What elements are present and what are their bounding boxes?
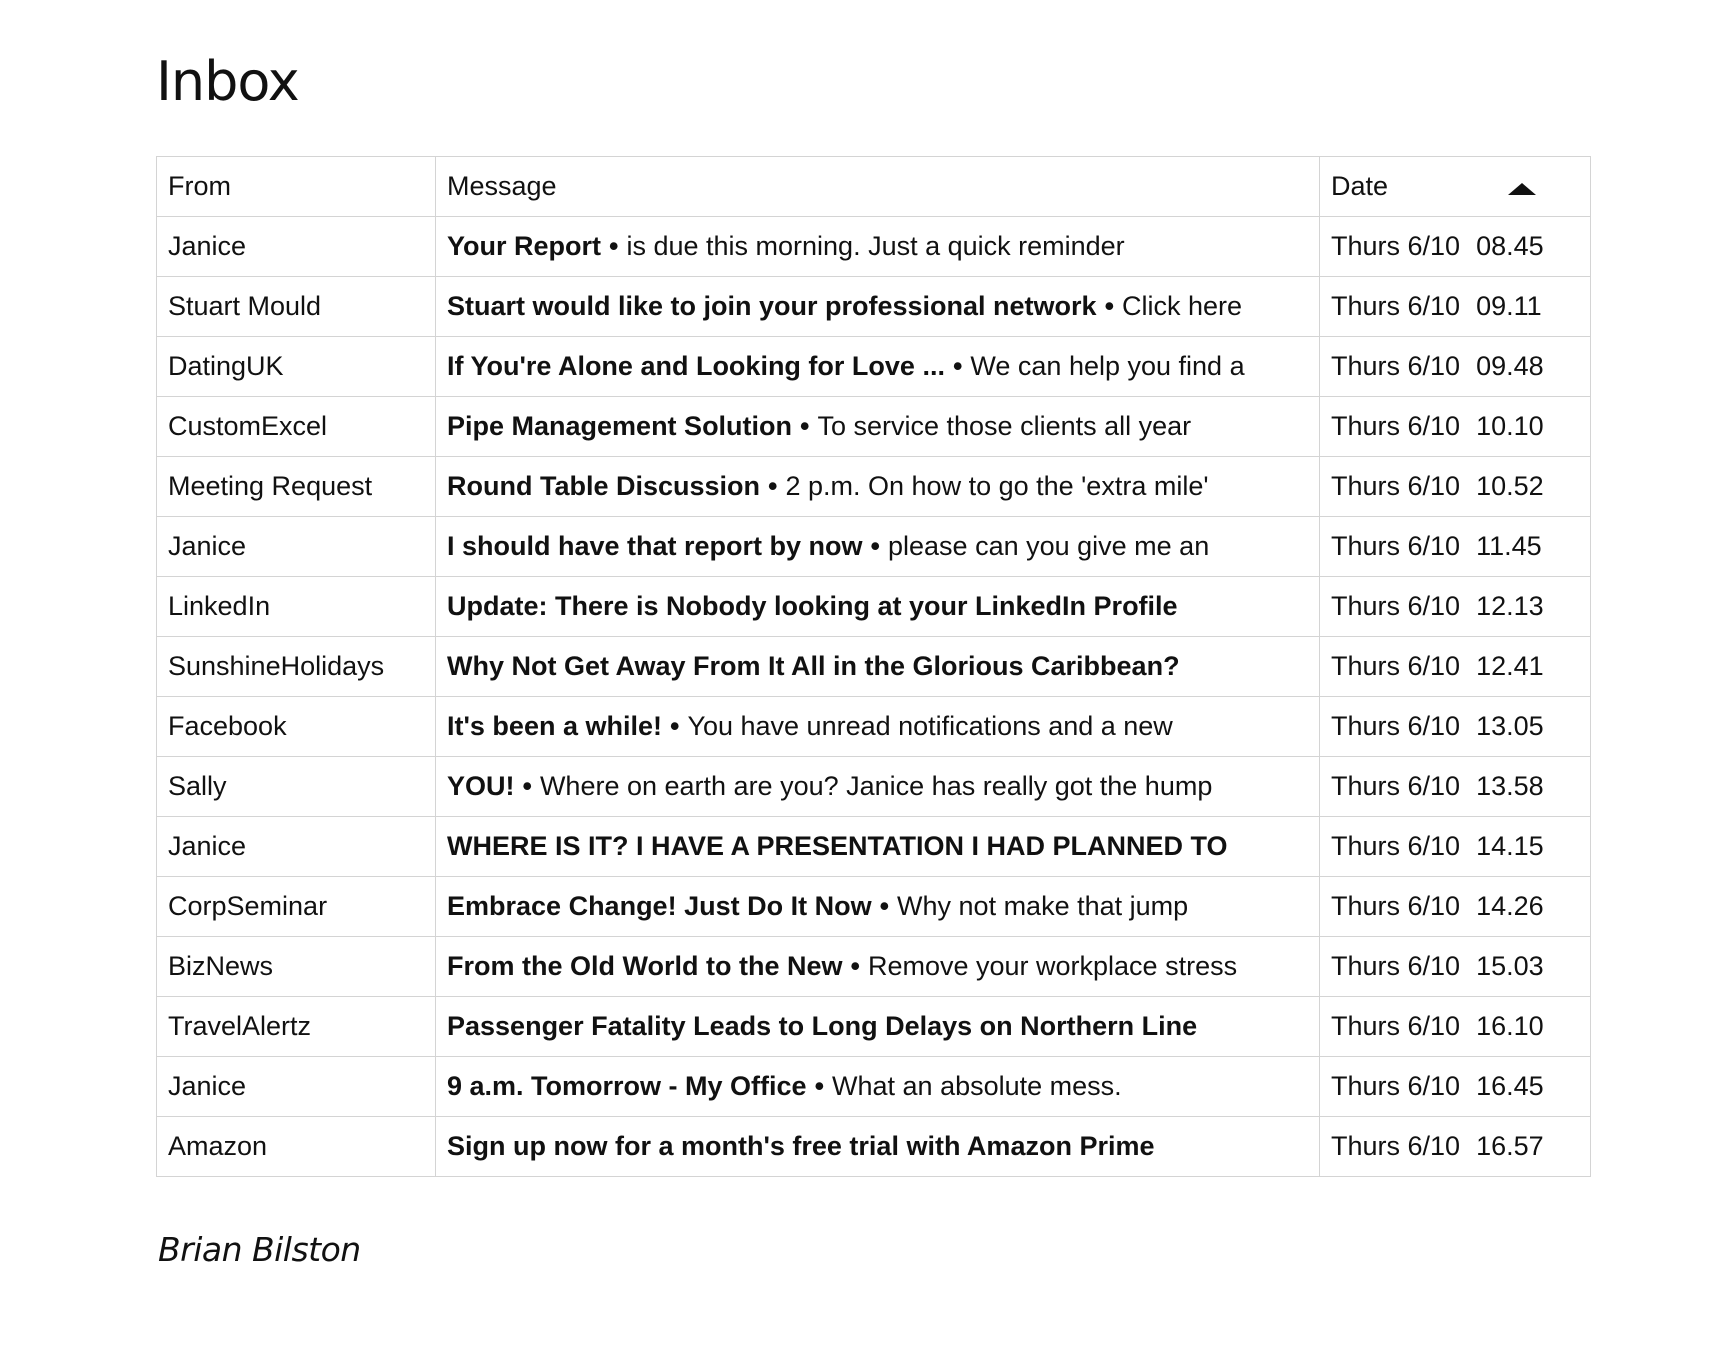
bullet-separator: • — [768, 471, 778, 501]
date-cell[interactable] — [1320, 1057, 1591, 1117]
sender-cell[interactable]: DatingUK — [157, 337, 436, 397]
date-day: Thurs 6/10 — [1331, 1131, 1461, 1161]
message-cell[interactable] — [436, 877, 1320, 937]
date-time: 09.11 — [1476, 291, 1542, 321]
sender-cell[interactable]: Janice — [157, 817, 436, 877]
message-preview: Click here — [1122, 291, 1243, 321]
message-subject: 9 a.m. Tomorrow - My Office — [447, 1071, 807, 1101]
message-cell[interactable] — [436, 577, 1320, 637]
date-day: Thurs 6/10 — [1331, 1011, 1461, 1041]
sender-cell[interactable]: Sally — [157, 757, 436, 817]
date-day: Thurs 6/10 — [1331, 831, 1461, 861]
message-cell[interactable] — [436, 517, 1320, 577]
date-cell[interactable] — [1320, 457, 1591, 517]
message-subject: Embrace Change! Just Do It Now — [447, 891, 872, 921]
date-day: Thurs 6/10 — [1331, 291, 1461, 321]
date-day: Thurs 6/10 — [1331, 951, 1461, 981]
message-preview: Remove your workplace stress — [867, 951, 1238, 981]
message-cell[interactable] — [436, 757, 1320, 817]
date-time: 13.05 — [1476, 711, 1544, 741]
date-time: 12.41 — [1476, 651, 1544, 681]
message-subject: Round Table Discussion — [447, 471, 761, 501]
date-cell[interactable] — [1320, 817, 1591, 877]
date-cell[interactable] — [1320, 637, 1591, 697]
date-day: Thurs 6/10 — [1331, 231, 1461, 261]
table-row[interactable] — [157, 757, 1591, 817]
date-cell[interactable] — [1320, 337, 1591, 397]
date-time: 16.10 — [1476, 1011, 1544, 1041]
date-cell[interactable] — [1320, 397, 1591, 457]
sender-cell[interactable]: Amazon — [157, 1117, 436, 1177]
message-cell[interactable] — [436, 1117, 1320, 1177]
sender-cell[interactable]: Stuart Mould — [157, 277, 436, 337]
message-subject: Why Not Get Away From It All in the Glorious Caribbean? — [447, 651, 1180, 681]
table-row[interactable] — [157, 697, 1591, 757]
sort-ascending-icon[interactable] — [1508, 183, 1536, 195]
message-cell[interactable] — [436, 697, 1320, 757]
bullet-separator: • — [879, 891, 890, 921]
author-signature: Brian Bilston — [158, 1230, 361, 1269]
message-subject: Passenger Fatality Leads to Long Delays on Northern Line — [447, 1011, 1198, 1041]
date-day: Thurs 6/10 — [1331, 471, 1461, 501]
message-cell[interactable] — [436, 397, 1320, 457]
date-day: Thurs 6/10 — [1331, 411, 1461, 441]
message-preview: is due this morning. Just a quick reminder — [626, 231, 1125, 261]
date-day: Thurs 6/10 — [1331, 1071, 1461, 1101]
message-cell[interactable] — [436, 277, 1320, 337]
bullet-separator: • — [952, 351, 963, 381]
message-preview: You have unread notifications and a new — [687, 711, 1173, 741]
message-cell[interactable] — [436, 1057, 1320, 1117]
message-subject: Update: There is Nobody looking at your LinkedIn Profile — [447, 591, 1178, 621]
sender-cell[interactable]: SunshineHolidays — [157, 637, 436, 697]
date-time: 16.57 — [1476, 1131, 1544, 1161]
column-header-date-label: Date — [1331, 171, 1389, 201]
message-subject: Sign up now for a month's free trial with Amazon Prime — [447, 1131, 1155, 1161]
sender-cell[interactable]: CorpSeminar — [157, 877, 436, 937]
bullet-separator: • — [800, 411, 810, 441]
table-row[interactable] — [157, 277, 1591, 337]
bullet-separator: • — [1104, 291, 1115, 321]
message-cell[interactable] — [436, 937, 1320, 997]
date-time: 09.48 — [1476, 351, 1544, 381]
message-subject: Your Report — [447, 231, 601, 261]
message-preview: What an absolute mess. — [832, 1071, 1122, 1101]
message-list — [157, 217, 1591, 1177]
date-time: 12.13 — [1476, 591, 1544, 621]
sender-cell[interactable]: LinkedIn — [157, 577, 436, 637]
message-preview: Where on earth are you? Janice has really got the hump — [539, 771, 1213, 801]
date-time: 08.45 — [1476, 231, 1544, 261]
date-cell[interactable] — [1320, 757, 1591, 817]
date-day: Thurs 6/10 — [1331, 711, 1461, 741]
date-day: Thurs 6/10 — [1331, 771, 1461, 801]
date-cell[interactable] — [1320, 997, 1591, 1057]
message-preview: please can you give me an — [888, 531, 1210, 561]
table-row[interactable] — [157, 877, 1591, 937]
message-cell[interactable] — [436, 457, 1320, 517]
sender-cell[interactable]: Janice — [157, 1057, 436, 1117]
page-title: Inbox — [156, 50, 299, 113]
date-cell[interactable] — [1320, 1117, 1591, 1177]
message-subject: From the Old World to the New — [447, 951, 843, 981]
table-row[interactable] — [157, 817, 1591, 877]
bullet-separator: • — [669, 711, 680, 741]
table-row[interactable] — [157, 397, 1591, 457]
table-row[interactable] — [157, 1117, 1591, 1177]
sender-cell[interactable]: Meeting Request — [157, 457, 436, 517]
date-day: Thurs 6/10 — [1331, 531, 1461, 561]
date-cell[interactable] — [1320, 517, 1591, 577]
sender-cell[interactable]: BizNews — [157, 937, 436, 997]
message-subject: If You're Alone and Looking for Love ... — [447, 351, 945, 381]
date-cell[interactable] — [1320, 577, 1591, 637]
table-row[interactable] — [157, 517, 1591, 577]
date-time: 14.15 — [1476, 831, 1544, 861]
sender-cell[interactable]: Janice — [157, 517, 436, 577]
message-cell[interactable] — [436, 217, 1320, 277]
table-row[interactable] — [157, 577, 1591, 637]
message-preview: Why not make that jump — [897, 891, 1189, 921]
message-preview: We can help you find a — [970, 351, 1245, 381]
message-cell[interactable] — [436, 997, 1320, 1057]
date-day: Thurs 6/10 — [1331, 591, 1461, 621]
date-time: 14.26 — [1476, 891, 1544, 921]
message-cell[interactable] — [436, 817, 1320, 877]
table-row[interactable] — [157, 997, 1591, 1057]
message-preview: 2 p.m. On how to go the 'extra mile' — [785, 471, 1209, 501]
date-time: 10.52 — [1476, 471, 1544, 501]
bullet-separator: • — [609, 231, 619, 261]
message-subject: Stuart would like to join your professional network — [447, 291, 1097, 321]
bullet-separator: • — [522, 771, 532, 801]
date-time: 16.45 — [1476, 1071, 1544, 1101]
sender-cell[interactable]: CustomExcel — [157, 397, 436, 457]
inbox-table — [156, 156, 1591, 1177]
date-cell[interactable] — [1320, 697, 1591, 757]
table-row[interactable] — [157, 937, 1591, 997]
column-header-date[interactable] — [1320, 157, 1591, 217]
message-subject: I should have that report by now — [447, 531, 863, 561]
date-time: 15.03 — [1476, 951, 1544, 981]
table-row[interactable] — [157, 457, 1591, 517]
message-preview: To service those clients all year — [817, 411, 1192, 441]
bullet-separator: • — [870, 531, 880, 561]
message-subject: Pipe Management Solution — [447, 411, 793, 441]
message-subject: It's been a while! — [447, 711, 662, 741]
date-day: Thurs 6/10 — [1331, 891, 1461, 921]
column-header-message[interactable]: Message — [436, 157, 1320, 217]
message-subject: YOU! — [447, 771, 515, 801]
date-cell[interactable] — [1320, 217, 1591, 277]
date-day: Thurs 6/10 — [1331, 651, 1461, 681]
date-cell[interactable] — [1320, 937, 1591, 997]
sender-cell[interactable]: Janice — [157, 217, 436, 277]
sender-cell[interactable]: TravelAlertz — [157, 997, 436, 1057]
bullet-separator: • — [814, 1071, 825, 1101]
date-cell[interactable] — [1320, 277, 1591, 337]
table-row[interactable] — [157, 217, 1591, 277]
date-day: Thurs 6/10 — [1331, 351, 1461, 381]
bullet-separator: • — [850, 951, 860, 981]
table-row[interactable] — [157, 1057, 1591, 1117]
sender-cell[interactable]: Facebook — [157, 697, 436, 757]
column-header-from[interactable]: From — [157, 157, 436, 217]
date-cell[interactable] — [1320, 877, 1591, 937]
table-header-row — [157, 157, 1591, 217]
date-time: 13.58 — [1476, 771, 1544, 801]
table-row[interactable] — [157, 337, 1591, 397]
date-time: 10.10 — [1476, 411, 1544, 441]
date-time: 11.45 — [1476, 531, 1542, 561]
message-cell[interactable] — [436, 337, 1320, 397]
message-subject: WHERE IS IT? I HAVE A PRESENTATION I HAD PLANNED TO — [447, 831, 1228, 861]
table-row[interactable] — [157, 637, 1591, 697]
message-cell[interactable] — [436, 637, 1320, 697]
